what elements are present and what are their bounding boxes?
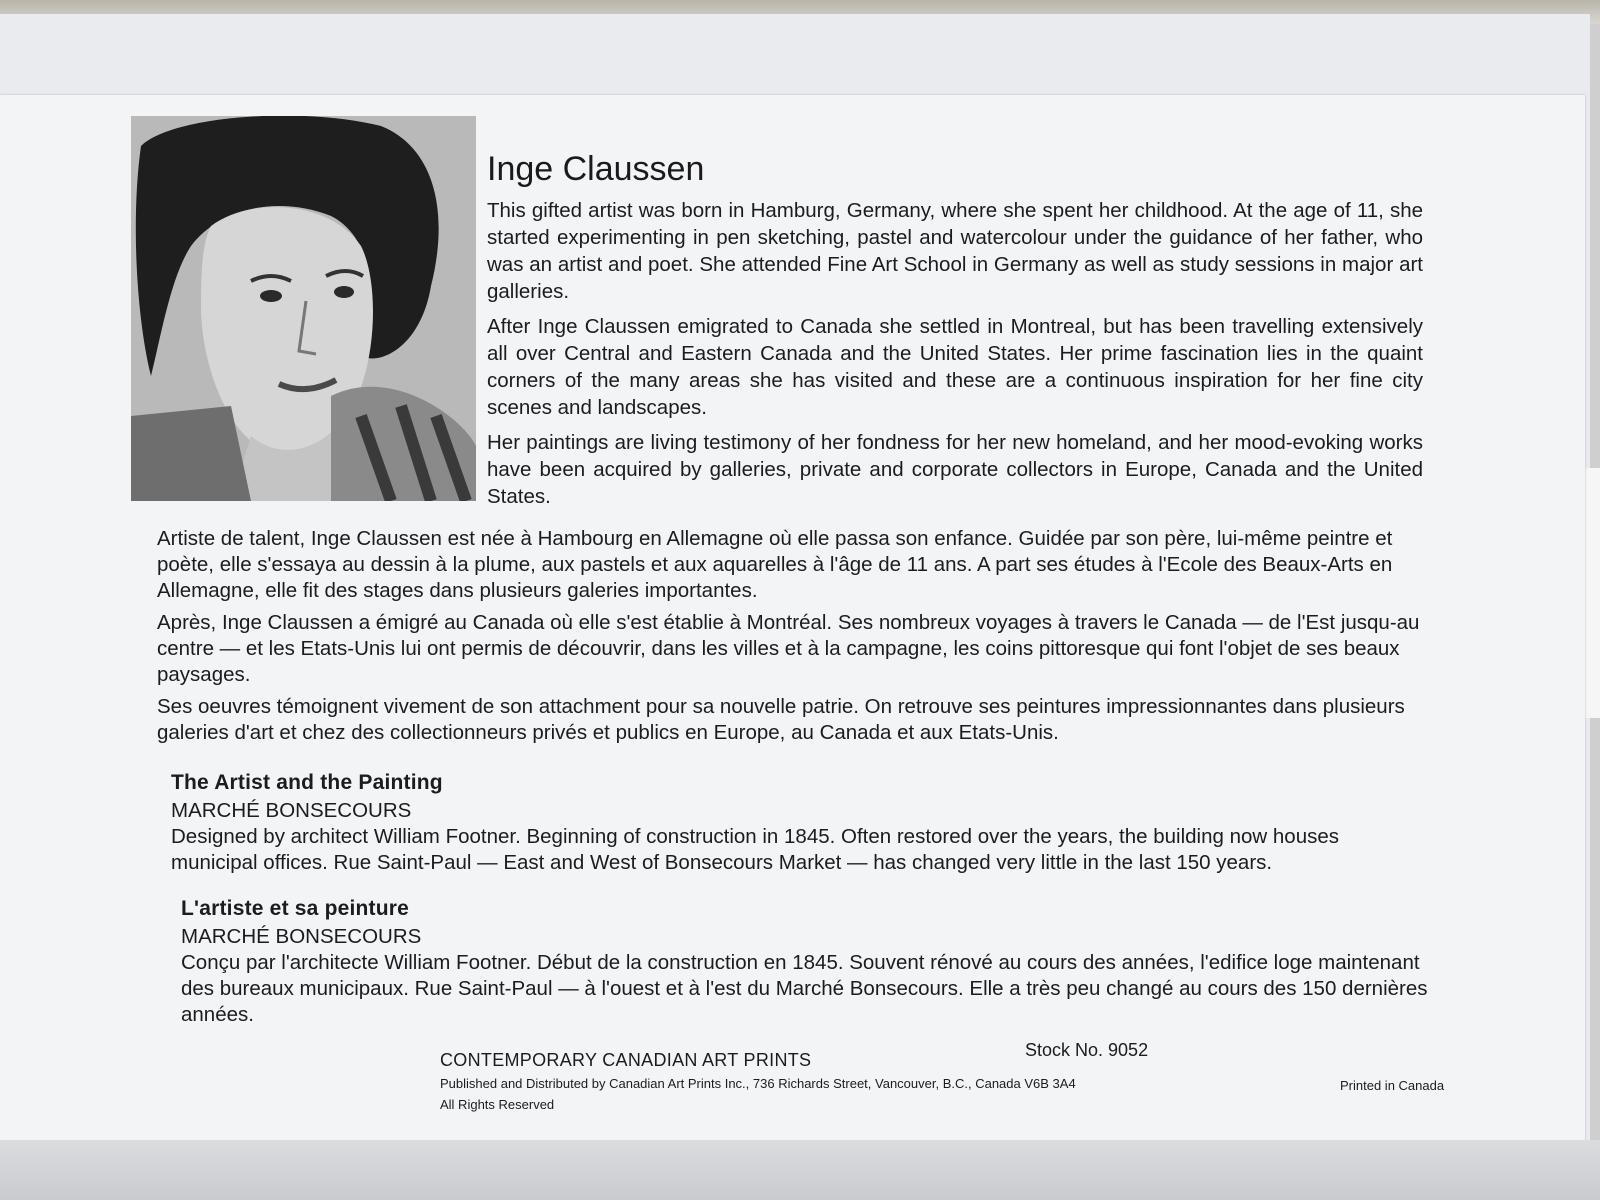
portrait-photo-icon [131, 116, 476, 501]
bio-fr-paragraph: Artiste de talent, Inge Claussen est née à Hambourg en Allemagne où elle passa son enfance. Guidée par son père, lui-même peintre et poète, elle s'essaya au dessin à la plume, aux pastels et aux aquarelles à l'âge de 11 ans. A part ses études à l'Ecole des Beaux-Arts en Allemagne, elle fit des stages dans plusieurs galeries importantes. [157, 527, 1393, 602]
bio-fr-paragraph: Après, Inge Claussen a émigré au Canada où elle s'est établie à Montréal. Ses nombreux voyages à travers le Canada — de l'Est jusqu-au centre — et les Etats-Unis lui ont permis de découvrir, dans les villes et à la campagne, les coins pittoresque qui font l'objet de ses beaux paysages. [157, 611, 1420, 686]
english-biography [487, 197, 1423, 518]
painting-section-en [171, 770, 1421, 876]
artist-name: Inge Claussen [487, 150, 705, 188]
painting-section-fr [181, 896, 1431, 1028]
bio-fr-paragraph: Ses oeuvres témoignent vivement de son attachment pour sa nouvelle patrie. On retrouve ses peintures impressionnantes dans plusieurs galeries d'art et chez des collectionneurs privés et publics en Europe, au Canada et aux Etats-Unis. [157, 695, 1405, 744]
french-biography [157, 526, 1421, 752]
painting-title-en: MARCHÉ BONSECOURS [171, 799, 412, 822]
stock-number: Stock No. 9052 [1025, 1040, 1149, 1060]
rights-line: All Rights Reserved [440, 1097, 555, 1112]
painting-description-fr: Conçu par l'architecte William Footner. Début de la construction en 1845. Souvent rénové au cours des années, l'edifice loge maintenant des bureaux municipaux. Rue Saint-Paul — à l'ouest et à l'est du Marché Bonsecours. Elle a très peu changé au cours des 150 dernières années. [181, 951, 1428, 1026]
bio-en-paragraph: This gifted artist was born in Hamburg, Germany, where she spent her childhood. At the age of 11, she started experimenting in pen sketching, pastel and watercolour under the guidance of her father, who was an artist and poet. She attended Fine Art School in Germany as well as study sessions in major art galleries. [487, 199, 1423, 303]
painting-description-en: Designed by architect William Footner. Beginning of construction in 1845. Often restored over the years, the building now houses municipal offices. Rue Saint-Paul — East and West of Bonsecours Market — has changed very little in the last 150 years. [171, 825, 1340, 874]
series-title: CONTEMPORARY CANADIAN ART PRINTS [440, 1050, 812, 1070]
painting-title-fr: MARCHÉ BONSECOURS [181, 925, 422, 948]
portrait-photo [131, 116, 476, 501]
printed-in-line: Printed in Canada [1340, 1078, 1445, 1093]
painting-heading-en: The Artist and the Painting [171, 771, 443, 794]
bottom-backing [0, 1140, 1600, 1200]
bio-en-paragraph: Her paintings are living testimony of her fondness for her new homeland, and her mood-evoking works have been acquired by galleries, private and corporate collectors in Europe, Canada and the United States. [487, 431, 1423, 508]
painting-heading-fr: L'artiste et sa peinture [181, 897, 410, 920]
publisher-line: Published and Distributed by Canadian Art Prints Inc., 736 Richards Street, Vancouver, B.C., Canada V6B 3A4 [440, 1076, 1076, 1091]
bio-en-paragraph: After Inge Claussen emigrated to Canada she settled in Montreal, but has been travelling extensively all over Central and Eastern Canada and the United States. Her prime fascination lies in the quaint corners of the many areas she has visited and these are a continuous inspiration for her fine city scenes and landscapes. [487, 315, 1423, 419]
